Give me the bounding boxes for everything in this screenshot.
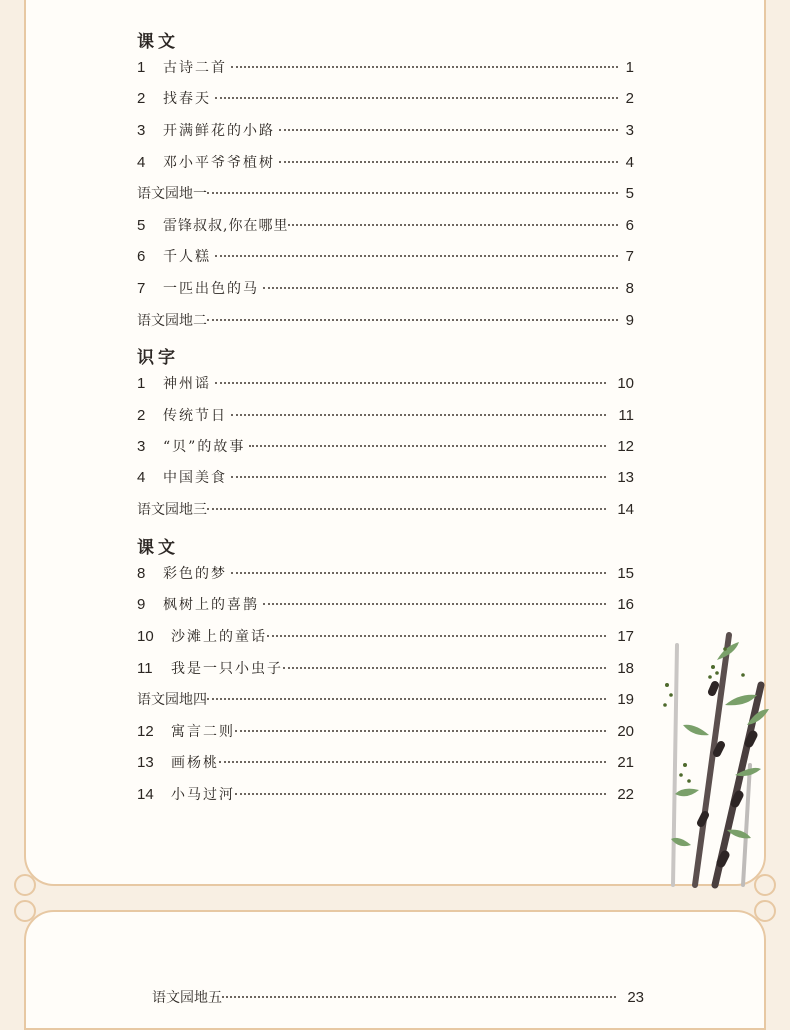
leader-dots bbox=[231, 476, 606, 478]
lesson-number: 12 bbox=[137, 723, 154, 740]
page-number: 3 bbox=[625, 122, 634, 139]
toc-entry[interactable] bbox=[137, 627, 634, 647]
lesson-number: 5 bbox=[137, 217, 146, 234]
lesson-number: 8 bbox=[137, 565, 146, 582]
toc-entry[interactable] bbox=[137, 89, 634, 109]
leader-dots bbox=[249, 445, 606, 447]
toc-entry[interactable] bbox=[137, 437, 634, 457]
lesson-title: 语文园地二 bbox=[137, 313, 207, 329]
leader-dots bbox=[263, 603, 606, 605]
bamboo-illustration bbox=[655, 615, 770, 890]
page-number: 2 bbox=[625, 90, 634, 107]
lesson-title: 雷锋叔叔,你在哪里 bbox=[163, 218, 289, 234]
lesson-title: 语文园地五 bbox=[152, 990, 222, 1006]
toc-entry[interactable] bbox=[137, 595, 634, 615]
section-heading: 课文 bbox=[137, 32, 179, 52]
toc-entry[interactable] bbox=[137, 500, 634, 520]
toc-entry[interactable] bbox=[137, 659, 634, 679]
leader-dots bbox=[231, 414, 606, 416]
leader-dots bbox=[207, 319, 618, 321]
page-number: 4 bbox=[625, 154, 634, 171]
lesson-title: 邓小平爷爷植树 bbox=[163, 155, 275, 171]
leader-dots bbox=[279, 161, 618, 163]
leader-dots bbox=[231, 66, 618, 68]
page-number: 16 bbox=[617, 596, 634, 613]
toc-entry[interactable] bbox=[152, 988, 644, 1008]
page-number: 10 bbox=[617, 375, 634, 392]
lesson-number: 9 bbox=[137, 596, 146, 613]
lesson-number: 7 bbox=[137, 280, 146, 297]
toc-entry[interactable] bbox=[137, 216, 634, 236]
lesson-number: 13 bbox=[137, 754, 154, 771]
lesson-number: 4 bbox=[137, 154, 146, 171]
leader-dots bbox=[288, 224, 618, 226]
toc-entry[interactable] bbox=[137, 468, 634, 488]
leader-dots bbox=[222, 996, 616, 998]
lesson-number: 2 bbox=[137, 90, 146, 107]
toc-entry[interactable] bbox=[137, 184, 634, 204]
page-number: 1 bbox=[625, 59, 634, 76]
next-page-panel bbox=[24, 910, 766, 1030]
page-number: 19 bbox=[617, 691, 634, 708]
leader-dots bbox=[235, 793, 606, 795]
page-number: 18 bbox=[617, 660, 634, 677]
page-number: 15 bbox=[617, 565, 634, 582]
panel-corner-ornament bbox=[754, 900, 776, 922]
lesson-title: 彩色的梦 bbox=[163, 566, 227, 582]
page-number: 13 bbox=[617, 469, 634, 486]
leader-dots bbox=[263, 287, 618, 289]
page-number: 9 bbox=[625, 312, 634, 329]
page-number: 14 bbox=[617, 501, 634, 518]
lesson-title: 千人糕 bbox=[163, 249, 211, 265]
leader-dots bbox=[283, 667, 606, 669]
lesson-number: 6 bbox=[137, 248, 146, 265]
section-heading: 课文 bbox=[137, 538, 179, 558]
toc-entry[interactable] bbox=[137, 247, 634, 267]
page-number: 12 bbox=[617, 438, 634, 455]
lesson-title: 古诗二首 bbox=[163, 60, 227, 76]
toc-entry[interactable] bbox=[137, 753, 634, 773]
page-number: 17 bbox=[617, 628, 634, 645]
toc-entry[interactable] bbox=[137, 121, 634, 141]
lesson-title: 语文园地四 bbox=[137, 692, 207, 708]
toc-entry[interactable] bbox=[137, 722, 634, 742]
panel-corner-ornament bbox=[14, 900, 36, 922]
lesson-title: 语文园地三 bbox=[137, 502, 207, 518]
page-number: 5 bbox=[625, 185, 634, 202]
lesson-title: 神州谣 bbox=[163, 376, 211, 392]
leader-dots bbox=[279, 129, 618, 131]
lesson-number: 11 bbox=[137, 660, 153, 677]
lesson-number: 1 bbox=[137, 59, 146, 76]
leader-dots bbox=[215, 382, 606, 384]
page-number: 6 bbox=[625, 217, 634, 234]
lesson-title: “贝”的故事 bbox=[163, 439, 246, 455]
leader-dots bbox=[215, 97, 618, 99]
lesson-title: 传统节日 bbox=[163, 408, 227, 424]
lesson-title: 沙滩上的童话 bbox=[171, 629, 267, 645]
leader-dots bbox=[231, 572, 606, 574]
page-number: 23 bbox=[627, 989, 644, 1006]
toc-entry[interactable] bbox=[137, 406, 634, 426]
lesson-number: 2 bbox=[137, 407, 146, 424]
page-number: 8 bbox=[625, 280, 634, 297]
lesson-title: 开满鲜花的小路 bbox=[163, 123, 275, 139]
leader-dots bbox=[219, 761, 606, 763]
lesson-title: 小马过河 bbox=[171, 787, 235, 803]
panel-corner-ornament bbox=[14, 874, 36, 896]
lesson-number: 14 bbox=[137, 786, 154, 803]
leader-dots bbox=[235, 730, 606, 732]
toc-entry[interactable] bbox=[137, 690, 634, 710]
leader-dots bbox=[215, 255, 618, 257]
lesson-title: 画杨桃 bbox=[171, 755, 219, 771]
lesson-title: 枫树上的喜鹊 bbox=[163, 597, 259, 613]
toc-entry[interactable] bbox=[137, 374, 634, 394]
leader-dots bbox=[267, 635, 606, 637]
lesson-title: 一匹出色的马 bbox=[163, 281, 259, 297]
lesson-number: 3 bbox=[137, 122, 146, 139]
toc-entry[interactable] bbox=[137, 311, 634, 331]
toc-entry[interactable] bbox=[137, 785, 634, 805]
lesson-title: 中国美食 bbox=[163, 470, 227, 486]
page-number: 21 bbox=[617, 754, 634, 771]
toc-entry[interactable] bbox=[137, 564, 634, 584]
toc-entry[interactable] bbox=[137, 58, 634, 78]
leader-dots bbox=[207, 698, 606, 700]
lesson-title: 找春天 bbox=[163, 91, 211, 107]
leader-dots bbox=[207, 192, 618, 194]
section-heading: 识字 bbox=[137, 348, 179, 368]
lesson-number: 1 bbox=[137, 375, 146, 392]
lesson-number: 3 bbox=[137, 438, 146, 455]
toc-entry[interactable] bbox=[137, 153, 634, 173]
page-number: 7 bbox=[625, 248, 634, 265]
lesson-number: 4 bbox=[137, 469, 146, 486]
leader-dots bbox=[207, 508, 606, 510]
page-number: 11 bbox=[618, 407, 634, 424]
lesson-title: 我是一只小虫子 bbox=[171, 661, 283, 677]
toc-entry[interactable] bbox=[137, 279, 634, 299]
lesson-title: 寓言二则 bbox=[171, 724, 235, 740]
lesson-number: 10 bbox=[137, 628, 154, 645]
page-number: 22 bbox=[617, 786, 634, 803]
lesson-title: 语文园地一 bbox=[137, 186, 207, 202]
page-number: 20 bbox=[617, 723, 634, 740]
